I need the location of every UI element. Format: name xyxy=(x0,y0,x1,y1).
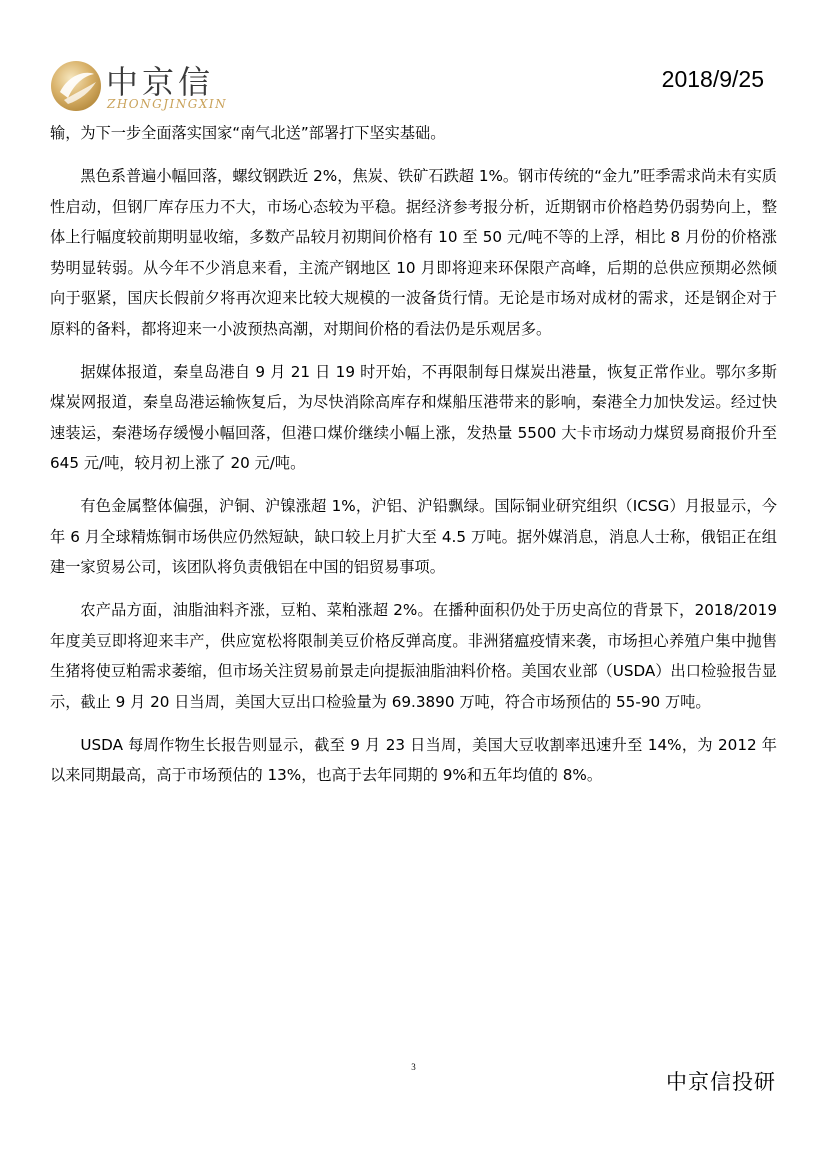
paragraph-nonferrous: 有色金属整体偏强，沪铜、沪镍涨超 1%，沪铝、沪铅飘绿。国际铜业研究组织（ICSG）月报显示，今年 6 月全球精炼铜市场供应仍然短缺，缺口较上月扩大至 4.5 万吨。据外媒消息，消息人士称，俄铝正在组建一家贸易公司，该团队将负责俄铝在中国的铝贸易事项。 xyxy=(50,497,777,576)
logo-chinese-name: 中京信 xyxy=(106,63,215,101)
report-date: 2018/9/25 xyxy=(661,66,764,92)
page-header xyxy=(0,0,827,125)
paragraph-continuation: 输，为下一步全面落实国家“南气北送”部署打下坚实基础。 xyxy=(50,124,446,142)
logo-english-name: ZHONGJINGXIN xyxy=(107,97,228,111)
paragraph-agriculture: 农产品方面，油脂油料齐涨，豆粕、菜粕涨超 2%。在播种面积仍处于历史高位的背景下，2018/2019 年度美豆即将迎来丰产，供应宽松将限制美豆价格反弹高度。非洲猪瘟疫情来袭，市场担心养殖户集中抛售生猪将使豆粕需求萎缩，但市场关注贸易前景走向提振油脂油料价格。美国农业部（USDA）出口检验报告显示，截止 9 月 20 日当周，美国大豆出口检验量为 69.3890 万吨，符合市场预估的 55-90 万吨。 xyxy=(50,601,777,711)
paragraph-usda-crop: USDA 每周作物生长报告则显示，截至 9 月 23 日当周，美国大豆收割率迅速升至 14%，为 2012 年以来同期最高，高于市场预估的 13%，也高于去年同期的 9%和五年均值的 8%。 xyxy=(50,735,777,784)
logo-emblem-icon xyxy=(50,56,102,116)
page-number: 3 xyxy=(411,1062,416,1072)
report-body xyxy=(50,118,777,803)
paragraph-coal: 据媒体报道，秦皇岛港自 9 月 21 日 19 时开始，不再限制每日煤炭出港量，恢复正常作业。鄂尔多斯煤炭网报道，秦皇岛港运输恢复后，为尽快消除高库存和煤船压港带来的影响，秦港全力加快发运。经过快速装运，秦港场存缓慢小幅回落，但港口煤价继续小幅上涨，发热量 5500 大卡市场动力煤贸易商报价升至 645 元/吨，较月初上涨了 20 元/吨。 xyxy=(50,362,777,472)
company-logo xyxy=(50,56,230,116)
paragraph-ferrous: 黑色系普遍小幅回落，螺纹钢跌近 2%，焦炭、铁矿石跌超 1%。钢市传统的“金九”旺季需求尚未有实质性启动，但钢厂库存压力不大，市场心态较为平稳。据经济参考报分析，近期钢市价格趋势仍弱势向上，整体上行幅度较前期明显收缩，多数产品较月初期间价格有 10 至 50 元/吨不等的上浮，相比 8 月份的价格涨势明显转弱。从今年不少消息来看，主流产钢地区 10 月即将迎来环保限产高峰，后期的总供应预期必然倾向于驱紧，国庆长假前夕将再次迎来比较大规模的一波备货行情。无论是市场对成材的需求，还是钢企对于原料的备料，都将迎来一小波预热高潮，对期间价格的看法仍是乐观居多。 xyxy=(50,167,777,338)
footer-brand: 中京信投研 xyxy=(666,1070,776,1094)
